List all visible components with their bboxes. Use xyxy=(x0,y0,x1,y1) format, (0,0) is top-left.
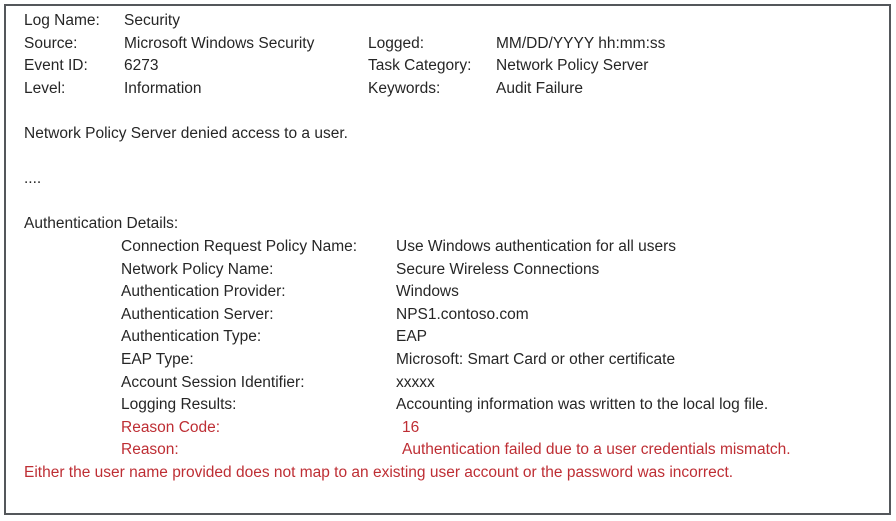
detail-value: Use Windows authentication for all users xyxy=(396,237,676,255)
detail-label: Network Policy Name: xyxy=(121,260,274,278)
log-name-value: Security xyxy=(124,12,180,29)
detail-label: EAP Type: xyxy=(121,350,194,368)
task-category-label: Task Category: xyxy=(368,57,472,75)
spacer xyxy=(24,100,879,123)
detail-value: NPS1.contoso.com xyxy=(396,305,529,323)
detail-row xyxy=(24,281,879,304)
detail-row-reason-code xyxy=(24,417,879,440)
detail-row xyxy=(24,236,879,259)
detail-value: Secure Wireless Connections xyxy=(396,260,600,278)
logged-label: Logged: xyxy=(368,34,425,52)
header-row-level xyxy=(24,78,879,101)
detail-label: Authentication Server: xyxy=(121,305,274,323)
detail-label: Connection Request Policy Name: xyxy=(121,237,358,255)
header-value2 xyxy=(496,10,879,33)
detail-row-reason xyxy=(24,439,879,462)
ellipsis-line: .... xyxy=(24,170,42,188)
authentication-details-list xyxy=(24,236,879,462)
level-value: Information xyxy=(124,79,202,97)
event-log-panel xyxy=(4,4,891,515)
event-header xyxy=(24,10,879,100)
log-name-label: Log Name: xyxy=(24,12,100,29)
event-description: Network Policy Server denied access to a user. xyxy=(24,124,348,142)
detail-row xyxy=(24,394,879,417)
header-row-source xyxy=(24,33,879,56)
header-row-event-id xyxy=(24,55,879,78)
reason-label: Reason: xyxy=(121,441,179,459)
logged-value: MM/DD/YYYY hh:mm:ss xyxy=(496,34,666,52)
detail-value: Microsoft: Smart Card or other certificate xyxy=(396,350,676,368)
detail-value: EAP xyxy=(396,328,428,346)
spacer xyxy=(24,146,879,169)
event-id-value: 6273 xyxy=(124,57,159,75)
detail-label: Authentication Provider: xyxy=(121,283,286,301)
level-label: Level: xyxy=(24,79,66,97)
detail-value: xxxxx xyxy=(396,373,435,391)
reason-code-value: 16 xyxy=(402,418,420,436)
reason-explanation-note: Either the user name provided does not map to an existing user account or the password was incorrect. xyxy=(24,463,734,481)
detail-label: Account Session Identifier: xyxy=(121,373,305,391)
source-label: Source: xyxy=(24,34,78,52)
detail-row xyxy=(24,326,879,349)
header-row-log-name xyxy=(24,10,879,33)
detail-label: Logging Results: xyxy=(121,396,237,414)
detail-label: Authentication Type: xyxy=(121,328,262,346)
keywords-label: Keywords: xyxy=(368,79,441,97)
header-label2 xyxy=(368,10,496,33)
reason-code-label: Reason Code: xyxy=(121,418,221,436)
authentication-details-title: Authentication Details: xyxy=(24,215,179,233)
detail-row xyxy=(24,304,879,327)
detail-row xyxy=(24,372,879,395)
spacer xyxy=(24,191,879,214)
detail-value: Windows xyxy=(396,283,459,301)
detail-value: Accounting information was written to the local log file. xyxy=(396,396,769,414)
reason-value: Authentication failed due to a user credentials mismatch. xyxy=(402,441,791,459)
source-value: Microsoft Windows Security xyxy=(124,34,315,52)
detail-row xyxy=(24,259,879,282)
keywords-value: Audit Failure xyxy=(496,79,584,97)
detail-row xyxy=(24,349,879,372)
event-id-label: Event ID: xyxy=(24,57,88,75)
task-category-value: Network Policy Server xyxy=(496,57,649,75)
